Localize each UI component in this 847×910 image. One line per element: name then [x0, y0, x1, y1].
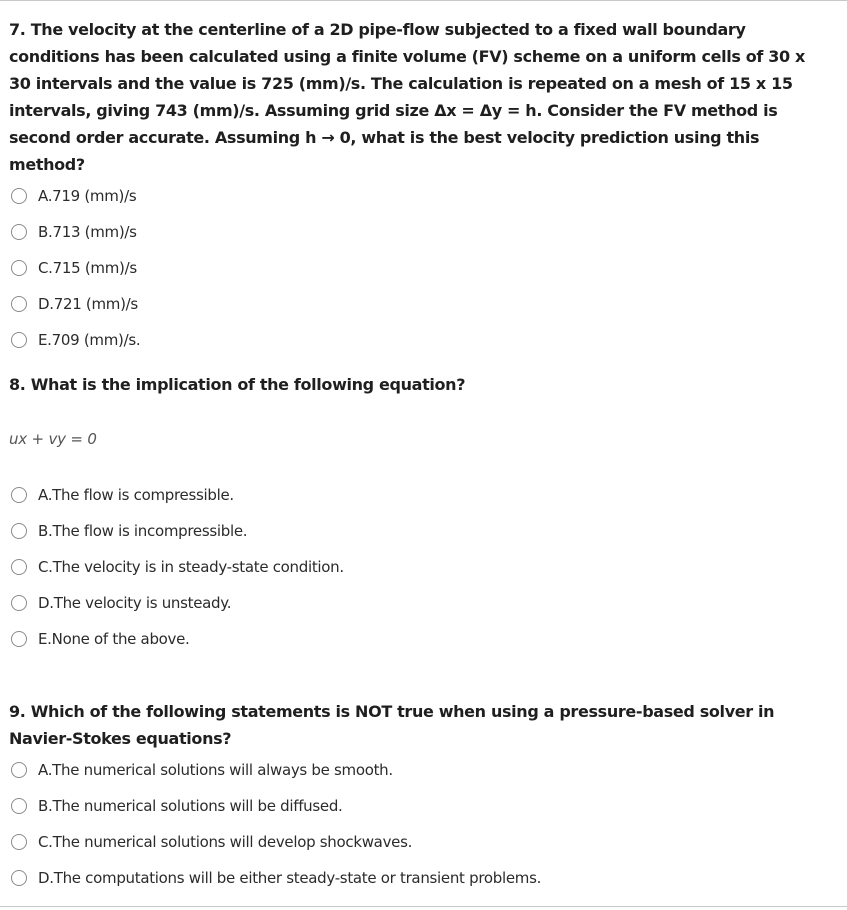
bottom-divider — [0, 906, 847, 907]
question-9 — [9, 698, 829, 896]
option-9a[interactable] — [9, 752, 829, 788]
option-label: B.713 (mm)/s — [38, 223, 137, 241]
radio-button[interactable] — [11, 762, 27, 778]
question-7 — [9, 16, 829, 358]
option-7e[interactable] — [9, 322, 829, 358]
option-7a[interactable] — [9, 178, 829, 214]
option-label: A.The flow is compressible. — [38, 486, 234, 504]
option-label: B.The flow is incompressible. — [38, 522, 248, 540]
question-9-options — [9, 752, 829, 896]
question-8-options-wrap — [9, 477, 829, 657]
question-7-options — [9, 178, 829, 358]
option-label: A.The numerical solutions will always be smooth. — [38, 761, 393, 779]
option-7b[interactable] — [9, 214, 829, 250]
option-label: D.721 (mm)/s — [38, 295, 138, 313]
radio-button[interactable] — [11, 487, 27, 503]
question-8-text: 8. What is the implication of the following equation? — [9, 375, 466, 394]
option-label: D.The computations will be either steady-state or transient problems. — [38, 869, 542, 887]
radio-button[interactable] — [11, 332, 27, 348]
radio-button[interactable] — [11, 834, 27, 850]
radio-button[interactable] — [11, 595, 27, 611]
option-label: B.The numerical solutions will be diffused. — [38, 797, 343, 815]
option-label: E.None of the above. — [38, 630, 190, 648]
option-8e[interactable] — [9, 621, 829, 657]
option-8d[interactable] — [9, 585, 829, 621]
option-8c[interactable] — [9, 549, 829, 585]
question-8 — [9, 371, 829, 398]
radio-button[interactable] — [11, 188, 27, 204]
option-label: D.The velocity is unsteady. — [38, 594, 232, 612]
equation: ux + vy = 0 — [9, 430, 97, 448]
radio-button[interactable] — [11, 296, 27, 312]
radio-button[interactable] — [11, 559, 27, 575]
top-divider — [0, 0, 847, 1]
radio-button[interactable] — [11, 224, 27, 240]
radio-button[interactable] — [11, 523, 27, 539]
option-9d[interactable] — [9, 860, 829, 896]
radio-button[interactable] — [11, 260, 27, 276]
option-label: C.The numerical solutions will develop shockwaves. — [38, 833, 413, 851]
radio-button[interactable] — [11, 870, 27, 886]
option-9c[interactable] — [9, 824, 829, 860]
question-8-options — [9, 477, 829, 657]
option-9b[interactable] — [9, 788, 829, 824]
radio-button[interactable] — [11, 631, 27, 647]
option-8b[interactable] — [9, 513, 829, 549]
option-label: E.709 (mm)/s. — [38, 331, 141, 349]
option-7d[interactable] — [9, 286, 829, 322]
question-7-text: 7. The velocity at the centerline of a 2D pipe-flow subjected to a fixed wall boundary conditions has been calculated using a finite volume (FV) scheme on a uniform cells of 30 x 30 intervals and the value is 725 (mm)/s. The calculation is repeated on a mesh of 15 x 15 intervals, giving 743 (mm)/s. Assuming grid size Δx = Δy = h. Consider the FV method is second order accurate. Assuming h → 0, what is the best velocity prediction using this method? — [9, 20, 805, 174]
option-label: A.719 (mm)/s — [38, 187, 137, 205]
option-8a[interactable] — [9, 477, 829, 513]
radio-button[interactable] — [11, 798, 27, 814]
option-7c[interactable] — [9, 250, 829, 286]
question-9-text: 9. Which of the following statements is NOT true when using a pressure-based solver in Navier-Stokes equations? — [9, 702, 775, 748]
option-label: C.The velocity is in steady-state condition. — [38, 558, 344, 576]
option-label: C.715 (mm)/s — [38, 259, 137, 277]
